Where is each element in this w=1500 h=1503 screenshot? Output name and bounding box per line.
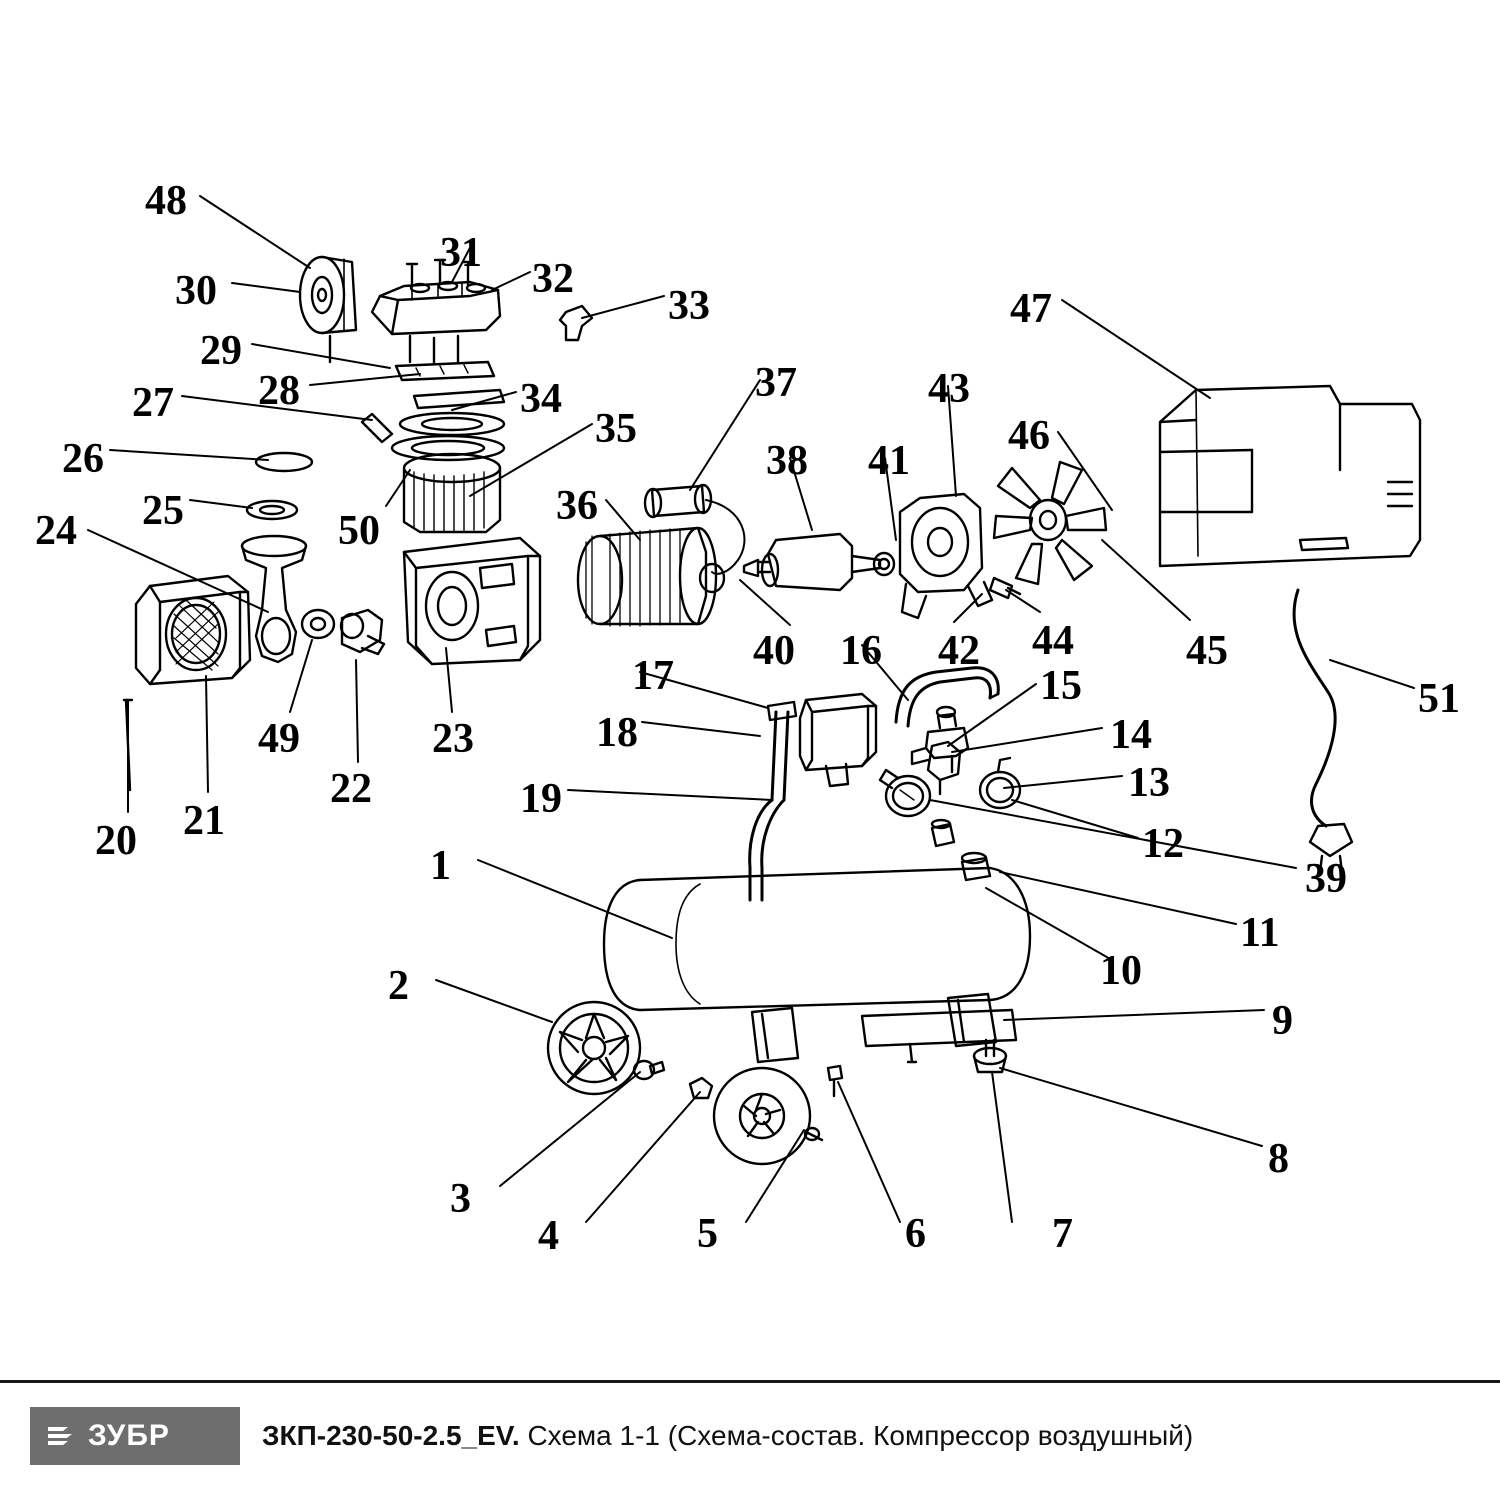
callout-24: 24: [35, 508, 77, 554]
callout-40: 40: [753, 628, 795, 674]
callout-42: 42: [938, 628, 980, 674]
callout-29: 29: [200, 328, 242, 374]
callout-32: 32: [532, 256, 574, 302]
callout-36: 36: [556, 483, 598, 529]
callout-19: 19: [520, 776, 562, 822]
part-5-wheel: [714, 1068, 822, 1164]
callout-2: 2: [388, 963, 409, 1009]
brand-logo: [30, 1407, 240, 1465]
callout-14: 14: [1110, 712, 1152, 758]
callout-34: 34: [520, 376, 562, 422]
callout-45: 45: [1186, 628, 1228, 674]
callout-27: 27: [132, 380, 174, 426]
callout-26: 26: [62, 436, 104, 482]
callout-41: 41: [868, 438, 910, 484]
part-9b-bracket: [752, 1008, 798, 1062]
callout-6: 6: [905, 1211, 926, 1257]
callout-15: 15: [1040, 663, 1082, 709]
callout-18: 18: [596, 710, 638, 756]
part-12-gauge: [880, 770, 930, 816]
callout-49: 49: [258, 716, 300, 762]
part-38-rotor: [744, 534, 894, 590]
callout-11: 11: [1240, 910, 1280, 956]
part-22-crank: [341, 610, 384, 654]
callout-39: 39: [1305, 856, 1347, 902]
part-19-discharge-tube: [750, 702, 796, 900]
part-46-fan: [994, 462, 1106, 584]
callout-21: 21: [183, 798, 225, 844]
part-49-washer: [302, 610, 334, 638]
model-code: ЗКП-230-50-2.5_EV.: [262, 1420, 520, 1451]
part-26-washer: [256, 453, 312, 471]
callout-44: 44: [1032, 618, 1074, 664]
part-32-cylinder-head: [372, 282, 500, 334]
callout-46: 46: [1008, 413, 1050, 459]
callout-37: 37: [755, 360, 797, 406]
part-29-valve-plate: [396, 362, 494, 380]
callout-43: 43: [928, 366, 970, 412]
callout-17: 17: [632, 653, 674, 699]
callout-33: 33: [668, 283, 710, 329]
part-43-end-bell: [900, 494, 992, 618]
part-1-air-tank: [604, 868, 1030, 1010]
part-51-power-cord: [1294, 590, 1352, 872]
callout-48: 48: [145, 178, 187, 224]
footer-bar: [0, 1380, 1500, 1503]
part-23-crankcase: [404, 538, 540, 664]
callout-3: 3: [450, 1176, 471, 1222]
zubr-arrow-icon: [44, 1419, 78, 1453]
part-14-manifold: [928, 742, 960, 794]
callout-35: 35: [595, 406, 637, 452]
part-34-ring: [400, 413, 504, 435]
part-47-housing-cover: [1160, 386, 1420, 566]
schema-description: Схема 1-1 (Схема-состав. Компрессор воздушный): [527, 1420, 1194, 1451]
callout-47: 47: [1010, 286, 1052, 332]
part-11-nipple: [932, 820, 954, 846]
part-33-fitting: [560, 306, 592, 340]
part-35-filter-element: [404, 454, 500, 532]
callout-23: 23: [432, 716, 474, 762]
part-25-washer: [247, 501, 297, 519]
callout-7: 7: [1052, 1211, 1073, 1257]
part-4-nut: [690, 1078, 712, 1098]
part-10-fitting: [962, 853, 990, 880]
callout-25: 25: [142, 488, 184, 534]
callout-31: 31: [440, 230, 482, 276]
callout-8: 8: [1268, 1136, 1289, 1182]
part-39-pressure-switch: [800, 694, 876, 786]
callout-12: 12: [1142, 821, 1184, 867]
callout-16: 16: [840, 628, 882, 674]
part-21-shroud: [136, 576, 250, 684]
callout-28: 28: [258, 368, 300, 414]
callout-38: 38: [766, 438, 808, 484]
part-48-pulley: [300, 257, 356, 333]
part-50-seal: [392, 436, 504, 460]
callout-30: 30: [175, 268, 217, 314]
callout-10: 10: [1100, 948, 1142, 994]
callout-1: 1: [430, 843, 451, 889]
part-2-wheel: [548, 1002, 640, 1094]
callout-51: 51: [1418, 676, 1460, 722]
footer-caption: [262, 1420, 1193, 1452]
callout-20: 20: [95, 818, 137, 864]
part-27-pin: [362, 414, 392, 442]
callout-50: 50: [338, 508, 380, 554]
callout-22: 22: [330, 766, 372, 812]
brand-logo-text: ЗУБР: [88, 1419, 170, 1452]
part-3-axle-bolt: [634, 1061, 664, 1079]
callout-13: 13: [1128, 760, 1170, 806]
callout-5: 5: [697, 1211, 718, 1257]
callout-4: 4: [538, 1213, 559, 1259]
part-6-drain-valve: [828, 1066, 842, 1096]
part-24-connecting-rod: [242, 536, 306, 662]
callout-9: 9: [1272, 998, 1293, 1044]
part-36-stator: [578, 528, 724, 626]
